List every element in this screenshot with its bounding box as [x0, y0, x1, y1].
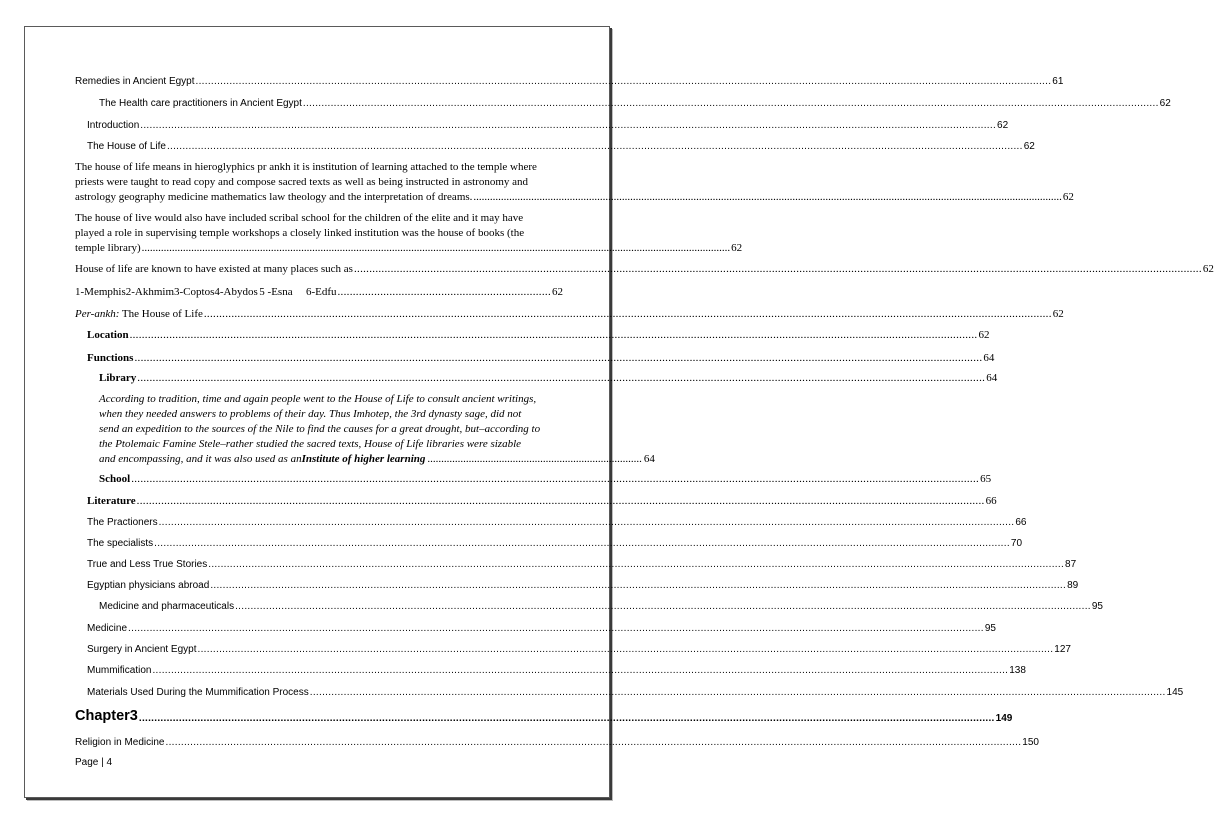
quote-line: when they needed answers to problems of their day. Thus Imhotep, the 3rd dynasty sage, did not — [99, 408, 522, 420]
page-number-footer: Page | 4 — [75, 757, 113, 768]
toc-entry-title: Remedies in Ancient Egypt — [75, 76, 195, 87]
quote-line: and encompassing, and it was also used as an — [99, 453, 302, 465]
toc-entry-page: 66 — [1015, 517, 1027, 528]
toc-entry-page: 95 — [1091, 601, 1103, 612]
paragraph-line: The house of life means in hieroglyphics pr ankh it is institution of learning attached to the temple where — [75, 161, 537, 173]
toc-entry-page: 62 — [978, 329, 990, 341]
toc-entry-religion[interactable] — [75, 737, 1039, 748]
toc-entry-title: House of life are known to have existed at many places such as — [75, 263, 353, 275]
toc-entry-page: 149 — [995, 713, 1013, 724]
toc-entry-title: Surgery in Ancient Egypt — [87, 644, 197, 655]
toc-entry-title: Materials Used During the Mummification Process — [87, 687, 309, 698]
toc-entry-title: The Practioners — [87, 517, 158, 528]
toc-entry-page: 62 — [997, 120, 1009, 131]
toc-entry-house-of-life[interactable] — [87, 141, 1035, 152]
toc-entry-page: 61 — [1052, 76, 1064, 87]
toc-entry-title: The House of Life — [87, 141, 166, 152]
toc-entry-page: 62 — [552, 286, 563, 298]
toc-entry-remedies[interactable] — [75, 76, 1064, 87]
toc-entry-italic: Per-ankh: — [75, 308, 120, 320]
toc-entry-title: Literature — [87, 495, 136, 507]
toc-entry-specialists[interactable] — [87, 538, 1023, 549]
toc-entry-page: 65 — [980, 473, 992, 485]
toc-entry-title: Medicine and pharmaceuticals — [99, 601, 235, 612]
city-label: 4-Abydos — [214, 286, 258, 298]
paragraph-line: The house of live would also have included scribal school for the children of the elite and it may have — [75, 212, 524, 224]
toc-entry-page: 87 — [1065, 559, 1077, 570]
toc-entry-title: Medicine — [87, 623, 128, 634]
toc-entry-materials[interactable] — [87, 687, 1184, 698]
toc-entry-surgery[interactable] — [87, 644, 1071, 655]
chapter-heading: Chapter3 — [75, 708, 138, 724]
toc-entry-house-meaning[interactable] — [75, 160, 1074, 205]
toc-entry-title: School — [99, 473, 131, 485]
toc-entry-page: 95 — [984, 623, 996, 634]
toc-entry-page: 127 — [1054, 644, 1071, 655]
toc-entry-scribal-school[interactable] — [75, 211, 743, 256]
city-label: 2-Akhmim — [125, 286, 175, 298]
toc-entry-school[interactable] — [99, 473, 992, 485]
quote-line: send an expedition to the sources of the Nile to find the causes for a great drought, but–according to — [99, 423, 541, 435]
toc-entry-library-quote[interactable]: According to tradition, time and again people went to the House of Life to consult ancient writings, when they needed answers to problems of their day. Thus Imhotep, the 3rd dynasty sage, did not send an expedition to the sources of the Nile to find the causes for a great drought, but–according to the Ptolemaic Famine Stele–rather studied the sacred texts, House of Life libraries were sizable and encompassing, and it was also used as an Institute of higher learning .............................................................................. 64 — [99, 393, 655, 465]
toc-entry-location[interactable] — [87, 329, 990, 341]
city-label: 6-Edfu — [305, 286, 337, 298]
toc-entry-functions[interactable] — [87, 352, 995, 364]
toc-entry-page: 62 — [731, 242, 743, 254]
toc-entry-page: 70 — [1010, 538, 1023, 549]
toc-entry-page: 62 — [1159, 98, 1171, 109]
toc-entry-title: Introduction — [87, 120, 140, 131]
toc-entry-title: Mummification — [87, 665, 152, 676]
toc-entry-title: The House of Life — [119, 308, 203, 320]
toc-entry-page: 89 — [1067, 580, 1079, 591]
toc-entry-chapter3[interactable] — [75, 708, 1013, 724]
quote-line: the Ptolemaic Famine Stele–rather studied the sacred texts, House of Life libraries were sizable — [99, 438, 522, 450]
toc-entry-medicine[interactable] — [87, 623, 996, 634]
toc-entry-literature[interactable] — [87, 495, 997, 507]
toc-entry-physicians-abroad[interactable] — [87, 580, 1079, 591]
toc-entry-page: 145 — [1166, 687, 1184, 698]
toc-entry-page: 62 — [1052, 308, 1064, 320]
paragraph-line: played a role in supervising temple workshops a closely linked institution was the house of books (the — [75, 227, 525, 239]
paragraph-line: temple library) — [75, 242, 141, 254]
toc-entry-medicine-pharma[interactable] — [99, 601, 1103, 612]
toc-entry-cities[interactable]: 1-Memphis 2-Akhmim 3-Coptos 4-Abydos 5 -Esna 6-Edfu ...................................................................... 62 — [75, 286, 563, 298]
toc-entry-title: The specialists — [87, 538, 154, 549]
toc-entry-health-practitioners[interactable] — [99, 98, 1171, 109]
toc-entry-per-ankh[interactable] — [75, 308, 1064, 320]
toc-entry-title: Functions — [87, 352, 134, 364]
city-label: 3-Coptos — [174, 286, 215, 298]
toc-entry-practioners[interactable] — [87, 517, 1027, 528]
toc-entry-title: True and Less True Stories — [87, 559, 208, 570]
toc-entry-page: 66 — [985, 495, 997, 507]
toc-entry-title: Egyptian physicians abroad — [87, 580, 210, 591]
toc-entry-page: 62 — [1023, 141, 1035, 152]
paragraph-line: priests were taught to read copy and compose sacred texts as well as being instructed in astronomy and — [75, 176, 529, 188]
toc-entry-page: 62 — [1062, 191, 1074, 203]
toc-entry-page: 64 — [986, 372, 998, 384]
toc-entry-true-stories[interactable] — [87, 559, 1077, 570]
toc-entry-library[interactable] — [99, 372, 998, 384]
paragraph-line: astrology geography medicine mathematics law theology and the interpretation of dreams. — [75, 191, 473, 203]
quote-line: According to tradition, time and again people went to the House of Life to consult ancient writings, — [99, 393, 537, 405]
toc-entry-page: 64 — [983, 352, 995, 364]
toc-entry-introduction[interactable] — [87, 120, 1009, 131]
quote-emphasis: Institute of higher learning — [301, 453, 426, 465]
toc-entry-page: 138 — [1009, 665, 1026, 676]
toc-entry-title: Religion in Medicine — [75, 737, 165, 748]
city-label: 1-Memphis — [75, 286, 126, 298]
toc-entry-known-places[interactable] — [75, 263, 1214, 275]
city-label: 5 -Esna — [259, 286, 293, 298]
toc-entry-page: 64 — [643, 453, 655, 465]
toc-entry-title: The Health care practitioners in Ancient Egypt — [99, 98, 302, 109]
toc-entry-page: 150 — [1022, 737, 1039, 748]
toc-entry-title: Library — [99, 372, 137, 384]
toc-entry-page: 62 — [1202, 263, 1214, 275]
toc-entry-mummification[interactable] — [87, 665, 1026, 676]
toc-entry-title: Location — [87, 329, 129, 341]
